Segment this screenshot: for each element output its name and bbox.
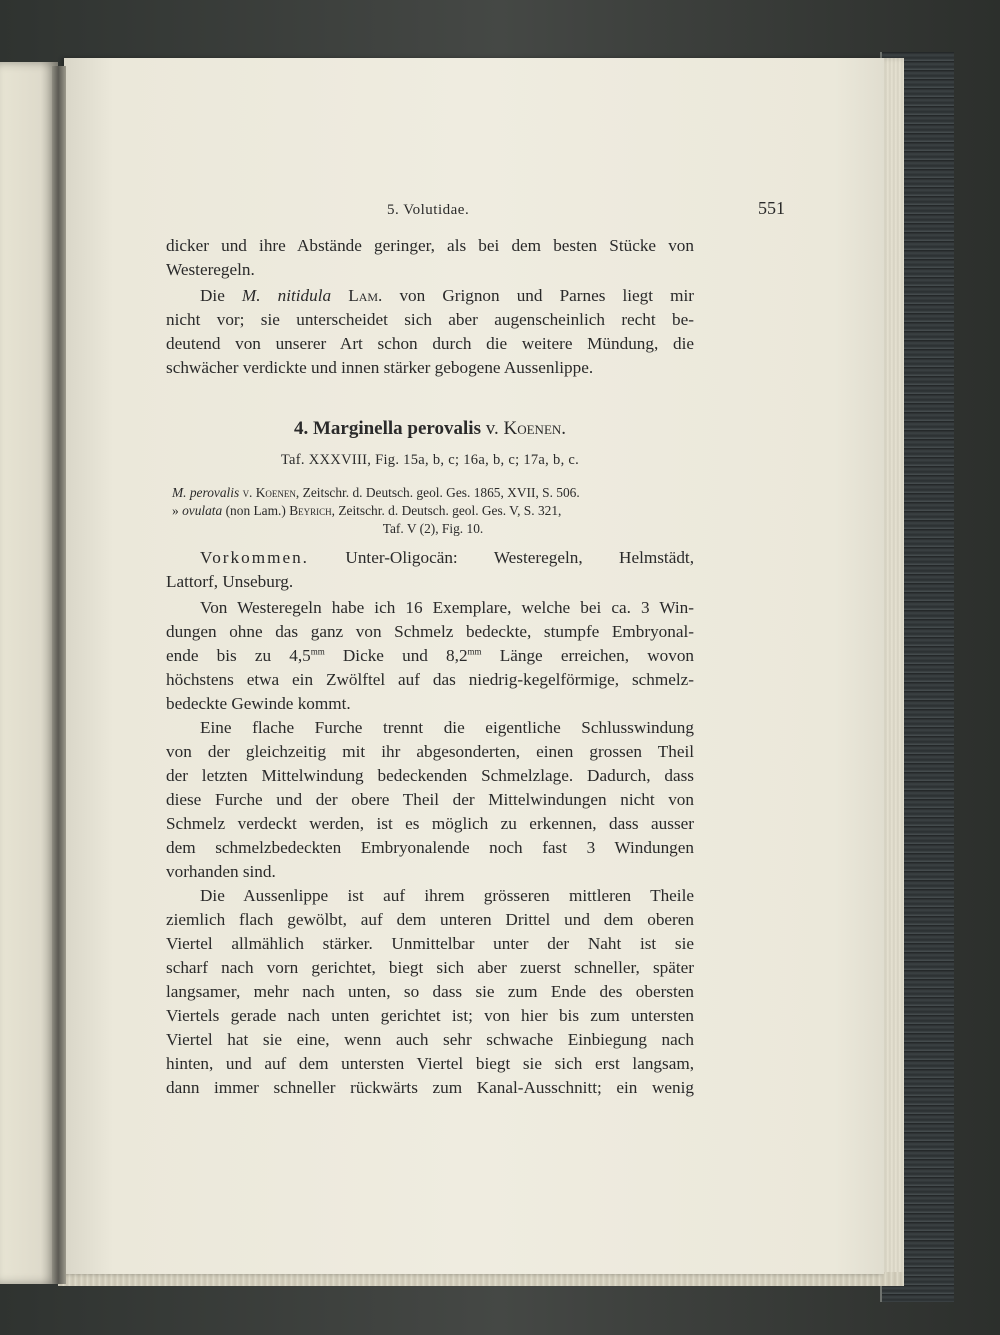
text-line: Viertels gerade nach unten gerichtet ist; von hier bis zum untersten <box>166 1006 694 1025</box>
measurement-line <box>166 644 694 667</box>
book-page <box>64 58 884 1274</box>
text-line: dann immer schneller rückwärts zum Kanal-Ausschnitt; ein wenig <box>166 1078 694 1097</box>
text-line: Westeregeln. <box>166 260 255 279</box>
species-name: Marginella perovalis <box>312 418 481 439</box>
species-name-italic: M. nitidula <box>241 286 332 305</box>
text-line: Viertel hat sie eine, wenn auch sehr schwache Einbiegung nach <box>166 1030 694 1049</box>
text-line: ziemlich flach gewölbt, auf dem unteren Drittel und dem oberen <box>166 910 694 929</box>
unit-superscript: mm <box>467 646 482 657</box>
synonymy-line <box>172 502 694 520</box>
synonymy-line <box>172 484 694 502</box>
text-line: diese Furche und der obere Theil der Mittelwindungen nicht von <box>166 790 694 809</box>
page-number: 551 <box>758 198 785 218</box>
unit-superscript: mm <box>310 646 325 657</box>
comparison-prefix: Die <box>200 286 225 305</box>
text-line: Von Westeregeln habe ich 16 Exemplare, welche bei ca. 3 Win- <box>200 598 694 617</box>
synonym-author: v. Koenen, <box>242 485 300 500</box>
text-segment: ende bis zu 4,5 <box>166 646 311 665</box>
species-author-prefix: v. <box>485 418 499 439</box>
comparison-line <box>166 284 694 307</box>
text-line: scharf nach vorn gerichtet, biegt sich aber zuerst schneller, später <box>166 958 694 977</box>
synonym-note: (non Lam.) <box>225 503 286 518</box>
comparison-rest: von Grignon und Parnes liegt mir <box>399 286 694 305</box>
species-author: Koenen. <box>503 418 567 439</box>
synonym-reference: Zeitschr. d. Deutsch. geol. Ges. 1865, XVII, S. 506. <box>302 485 580 500</box>
text-line: deutend von unserer Art schon durch die weitere Mündung, die <box>166 334 694 353</box>
previous-page-edge <box>0 62 58 1284</box>
text-line: höchstens etwa ein Zwölftel auf das niedrig-kegelförmige, schmelz- <box>166 670 694 689</box>
text-line: dungen ohne das ganz von Schmelz bedeckte, stumpfe Embryonal- <box>166 622 694 641</box>
plate-reference: Taf. XXXVIII, Fig. 15a, b, c; 16a, b, c; 17a, b, c. <box>280 452 580 468</box>
occurrence-localities: Unter-Oligocän: Westeregeln, Helmstädt, <box>345 548 694 567</box>
text-line: bedeckte Gewinde kommt. <box>166 694 351 713</box>
text-line: dem schmelzbedeckten Embryonalende noch fast 3 Windungen <box>166 838 694 857</box>
text-line: Schmelz verdeckt werden, ist es möglich zu erkennen, dass ausser <box>166 814 694 833</box>
text-line: Die Aussenlippe ist auf ihrem grösseren mittleren Theile <box>200 886 694 905</box>
text-line: von der gleichzeitig mit ihr abgesonderten, einen grossen Theil <box>166 742 694 761</box>
text-line: nicht vor; sie unterscheidet sich aber augenscheinlich recht be- <box>166 310 694 329</box>
synonym-name: ovulata <box>182 503 223 518</box>
text-line: Eine flache Furche trennt die eigentliche Schlusswindung <box>200 718 694 737</box>
text-line: vorhanden sind. <box>166 862 276 881</box>
text-line: hinten, und auf dem untersten Viertel biegt sie sich erst langsam, <box>166 1054 694 1073</box>
ditto-mark: » <box>172 503 179 518</box>
synonymy-line: Taf. V (2), Fig. 10. <box>382 521 484 536</box>
occurrence-line <box>166 546 694 569</box>
bottom-page-edge <box>58 1272 904 1286</box>
text-segment: Länge erreichen, wovon <box>481 646 695 665</box>
text-line: dicker und ihre Abstände geringer, als bei dem besten Stücke von <box>166 236 694 255</box>
page-header <box>387 198 785 224</box>
text-segment: Dicke und 8,2 <box>324 646 468 665</box>
synonym-author: Beyrich, <box>289 503 335 518</box>
text-line: Lattorf, Unseburg. <box>166 572 294 591</box>
species-number: 4. <box>293 418 309 439</box>
text-line: langsamer, mehr nach unten, so dass sie zum Ende des obersten <box>166 982 694 1001</box>
text-line: der letzten Mittelwindung bedeckenden Schmelzlage. Dadurch, dass <box>166 766 694 785</box>
synonym-reference: Zeitschr. d. Deutsch. geol. Ges. V, S. 321, <box>338 503 562 518</box>
occurrence-label: Vorkommen. <box>200 548 309 567</box>
text-line: Viertel allmählich stärker. Unmittelbar unter der Naht ist sie <box>166 934 694 953</box>
text-line: schwächer verdickte und innen stärker gebogene Aussenlippe. <box>166 358 594 377</box>
book-gutter <box>52 66 66 1284</box>
author-name: Lam. <box>348 286 383 305</box>
synonym-name: M. perovalis <box>172 485 240 500</box>
species-heading <box>166 418 694 440</box>
running-title: 5. Volutidae. <box>387 202 470 218</box>
